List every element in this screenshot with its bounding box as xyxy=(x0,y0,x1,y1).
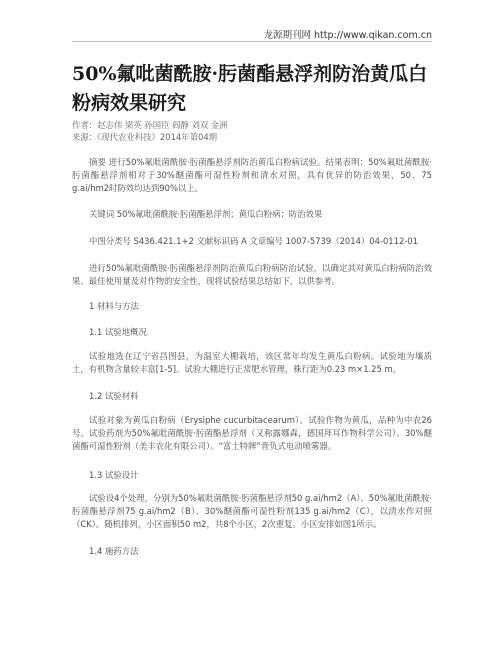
authors-line: 作者：赵志伟 梁英 孙国臣 阎静 刘双 金洲 xyxy=(72,120,228,130)
section-heading-1-1: 1.1 试验地概况 xyxy=(89,327,147,337)
article-title: 50%氟吡菌酰胺·肟菌酯悬浮剂防治黄瓜白粉病效果研究 xyxy=(72,63,428,114)
section-heading-1-2: 1.2 试验材料 xyxy=(89,391,139,401)
abstract: 摘要 进行50%氟吡菌酰胺·肟菌酯悬浮剂防治黄瓜白粉病试验。结果表明：50%氟吡菌酰胺·肟菌酯悬浮剂相对于30%醚菌酯可湿性粉剂和清水对照，具有优异的防治效果，50、75 g.ai/hm2时防效均达到90%以上。 xyxy=(72,157,432,193)
section-heading-1-3: 1.3 试验设计 xyxy=(89,470,139,480)
keywords: 关键词 50%氟吡菌酰胺·肟菌酯悬浮剂；黄瓜白粉病；防治效果 xyxy=(89,209,323,219)
intro-paragraph: 进行50%氟吡菌酰胺·肟菌酯悬浮剂防治黄瓜白粉病防治试验，以确定其对黄瓜白粉病防治效果、最佳使用量及对作物的安全性，现将试验结果总结如下，以供参考。 xyxy=(72,263,432,286)
classification: 中图分类号 S436.421.1+2 文献标识码 A 文章编号 1007-5739（2014）04-0112-01 xyxy=(89,236,418,246)
header-divider xyxy=(72,41,432,42)
section-1-3-text: 试验设4个处理，分别为50%氟吡菌酰胺·肟菌酯悬浮剂50 g.ai/hm2（A）、50%氟吡菌酰胺·肟菌酯悬浮剂75 g.ai/hm2（B）、30%醚菌酯可湿性粉剂135 g.ai/hm2（C），以清水作对照（CK）。随机排列，小区面积50 m2，共8个小区，2次重复。小区安排如图1所示。 xyxy=(72,493,432,529)
source-line: 来源：《现代农业科技》2014年第04期 xyxy=(72,132,218,142)
section-heading-1: 1 材料与方法 xyxy=(89,301,139,311)
section-heading-1-4: 1.4 施药方法 xyxy=(89,546,139,556)
section-1-2-text: 试验对象为黄瓜白粉病（Erysiphe cucurbitacearum）。试验作物为黄瓜，品种为中农26号。试验药剂为50%氟吡菌酰胺·肟菌酯悬浮剂（又称露娜森，德国拜耳作物科学公司）、30%醚菌酯可湿性粉剂（美丰农化有限公司）。“富士特牌”背负式电动喷雾器。 xyxy=(72,415,432,451)
site-header[interactable]: 龙源期刊网 http://www.qikan.com.cn xyxy=(263,30,432,41)
section-1-1-text: 试验地选在辽宁省昌图县，为温室大棚栽培，该区常年均发生黄瓜白粉病。试验地为壤质土，有机物含量较丰富[1-5]。试验大棚进行正常肥水管理，株行距为0.23 m×1.25 m。 xyxy=(72,351,432,374)
